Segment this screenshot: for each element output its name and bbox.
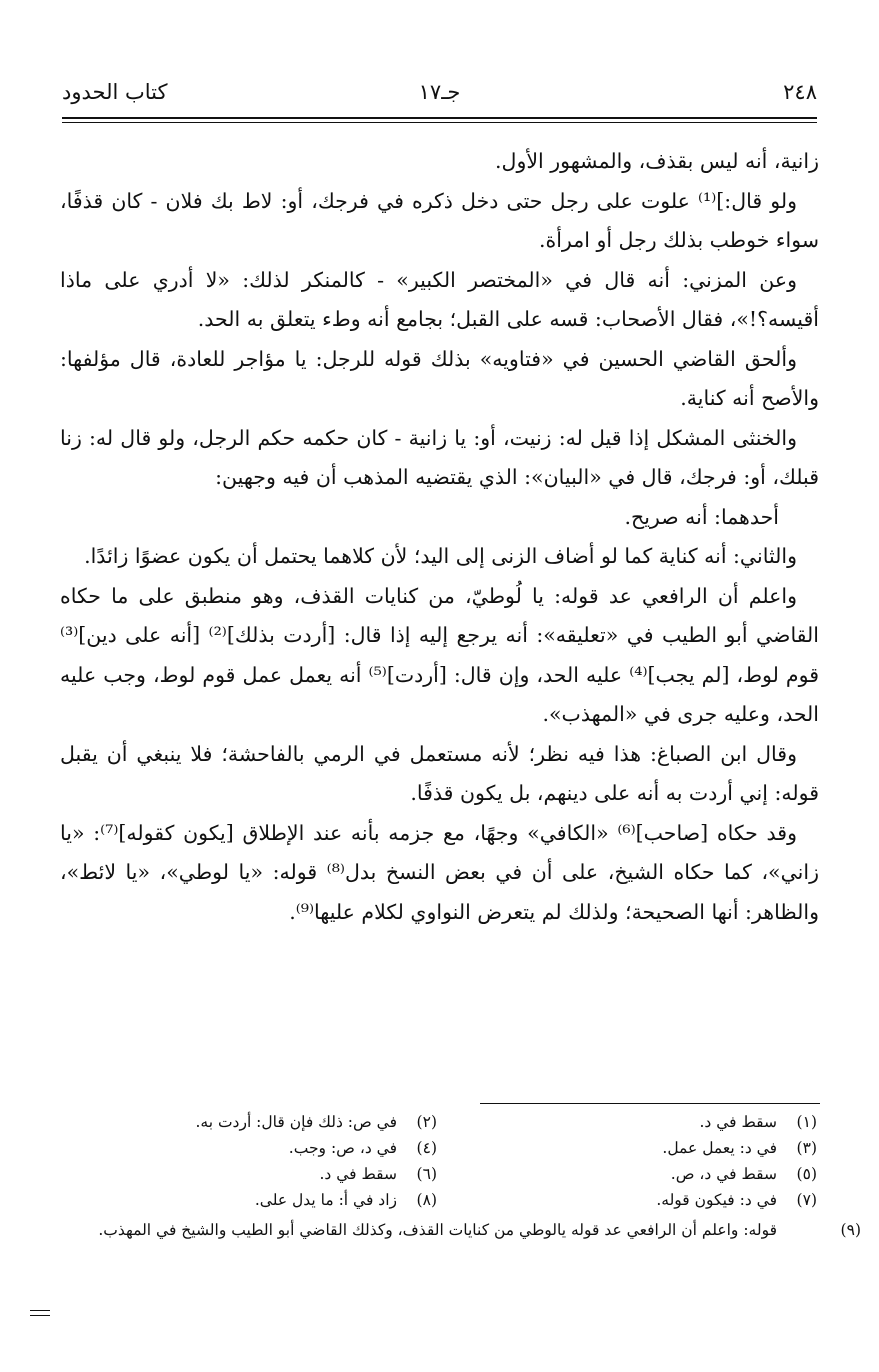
footnote [57, 1165, 437, 1183]
footnote-number: (٤) [416, 1139, 437, 1157]
footnote-number: (٥) [796, 1165, 817, 1183]
margin-mark [30, 1310, 50, 1320]
footnote-text: زاد في أ: ما يدل على. [254, 1191, 397, 1209]
paragraph: والخنثى المشكل إذا قيل له: زنيت، أو: يا زانية - كان حكمه حكم الرجل، ولو قال له: زنا قبلك، أو: فرجك، قال في «البيان»: الذي يقتضيه المذهب أن فيه وجهين: [60, 425, 819, 489]
footnote [437, 1191, 817, 1209]
footnote-separator [480, 1103, 820, 1104]
header-rule-thin [62, 122, 817, 123]
footnote-text: سقط في د. [699, 1113, 777, 1131]
volume-label: جـ١٧ [418, 80, 461, 104]
footnote [437, 1139, 817, 1157]
footnote-row [62, 1165, 817, 1191]
footnote-number: (٣) [796, 1139, 817, 1157]
footnote-text: في ص: ذلك فإن قال: أردت به. [195, 1113, 397, 1131]
footnote-text: قوله: واعلم أن الرافعي عد قوله يالوطي من كنايات القذف، وكذلك القاضي أبو الطيب والشيخ في المهذب. [98, 1221, 777, 1239]
paragraph: ولو قال:]⁽¹⁾ علوت على رجل حتى دخل ذكره في فرجك، أو: لاط بك فلان - كان قذفًا، سواء خوطب بذلك رجل أو امرأة. [60, 188, 819, 252]
paragraph: وقد حكاه [صاحب]⁽⁶⁾ «الكافي» وجهًا، مع جزمه بأنه عند الإطلاق [يكون كقوله]⁽⁷⁾: «يا زاني»، كما حكاه الشيخ، على أن في بعض النسخ بدل⁽⁸⁾ قوله: «يا لوطي»، «يا لائط»، والظاهر: أنها الصحيحة؛ ولذلك لم يتعرض النواوي لكلام عليها⁽⁹⁾. [60, 820, 819, 924]
footnote-number: (١) [796, 1113, 817, 1131]
footnote-number: (٨) [416, 1191, 437, 1209]
footnote-number: (٧) [796, 1191, 817, 1209]
footnote-row [62, 1139, 817, 1165]
footnote [57, 1191, 437, 1209]
paragraph: وألحق القاضي الحسين في «فتاويه» بذلك قوله للرجل: يا مؤاجر للعادة، قال مؤلفها: والأصح أنه كناية. [60, 346, 819, 410]
paragraph: زانية، أنه ليس بقذف، والمشهور الأول. [495, 149, 819, 173]
footnote-number: (٦) [416, 1165, 437, 1183]
book-title: كتاب الحدود [62, 80, 168, 104]
footnote-number: (٢) [416, 1113, 437, 1131]
footnote-row [62, 1113, 817, 1139]
footnote [437, 1113, 817, 1131]
footnotes [62, 1113, 861, 1243]
footnote [62, 1217, 861, 1243]
paragraph: والثاني: أنه كناية كما لو أضاف الزنى إلى اليد؛ لأن كلاهما يحتمل أن يكون عضوًا زائدًا. [84, 544, 797, 568]
header-rule [62, 117, 817, 119]
paragraph: وقال ابن الصباغ: هذا فيه نظر؛ لأنه مستعمل في الرمي بالفاحشة؛ فلا ينبغي أن يقبل قوله: إني أردت به أنه على دينهم، بل يكون قذفًا. [60, 741, 819, 805]
footnote [437, 1165, 817, 1183]
paragraph: وعن المزني: أنه قال في «المختصر الكبير» - كالمنكر لذلك: «لا أدري على ماذا أقيسه؟!»، فقال الأصحاب: قسه على القبل؛ بجامع أنه وطء يتعلق به الحد. [60, 267, 819, 331]
page-number: ٢٤٨ [783, 80, 817, 104]
footnote [57, 1113, 437, 1131]
footnote [57, 1139, 437, 1157]
footnote-text: في د، ص: وجب. [288, 1139, 397, 1157]
main-text [60, 142, 819, 932]
running-header [62, 80, 817, 114]
footnote-text: في د: يعمل عمل. [662, 1139, 777, 1157]
paragraph: واعلم أن الرافعي عد قوله: يا لُوطيّ، من كنايات القذف، وهو منطبق على ما حكاه القاضي أبو الطيب في «تعليقه»: أنه يرجع إليه إذا قال: [أردت بذلك]⁽²⁾ [أنه على دين]⁽³⁾ قوم لوط، [لم يجب]⁽⁴⁾ عليه الحد، وإن قال: [أردت]⁽⁵⁾ أنه يعمل عمل قوم لوط، وجب عليه الحد، وعليه جرى في «المهذب». [60, 583, 820, 726]
footnote-text: في د: فيكون قوله. [656, 1191, 777, 1209]
footnote-number: (٩) [840, 1221, 861, 1239]
footnote-text: سقط في د، ص. [670, 1165, 777, 1183]
footnote-text: سقط في د. [319, 1165, 397, 1183]
paragraph: أحدهما: أنه صريح. [624, 504, 779, 529]
footnote-row [62, 1191, 817, 1217]
